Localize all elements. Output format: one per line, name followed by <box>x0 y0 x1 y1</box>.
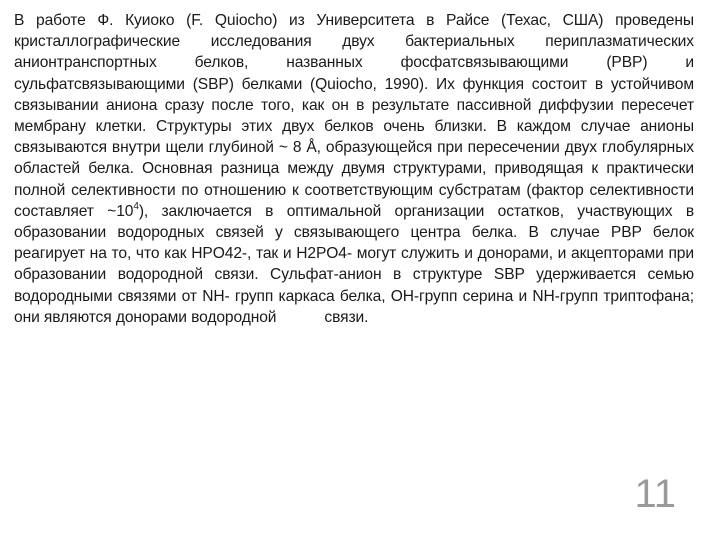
paragraph-text-part-3: связи. <box>324 308 369 326</box>
paragraph-text-part-2: ), заключается в оптимальной организации остатков, участвующих в образовании водородных связей у связывающего центра белка. В случае PBP белок реагирует на то, что как HPO42-, так и H2PO4- могут служить и донорами, и акцепторами при образовании водородной связи. Сульфат-анион в структуре SBP удерживается семью водородными связями от NH- групп каркаса белка, OH-групп серина и NH-групп триптофана; они являются донорами водородной <box>14 202 695 326</box>
paragraph-text-part-1: В работе Ф. Куиоко (F. Quiocho) из Университета в Райсе (Техас, США) проведены кристаллографические исследования двух бактериальных периплазматических анионтранспортных белков, названных фосфатсвязывающими (PBP) и сульфатсвязывающими (SBP) белками (Quiocho, 1990). Их функция состоит в устойчивом связывании аниона сразу после того, как он в результате пассивной диффузии пересечет мембрану клетки. Структуры этих двух белков очень близки. В каждом случае анионы связываются внутри щели глубиной ~ 8 Å, образующейся при пересечении двух глобулярных областей белка. Основная разница между двумя структурами, приводящая к практически полной селективности по отношению к соответствующим субстратам (фактор селективности составляет ~10 <box>14 12 694 220</box>
body-paragraph <box>14 10 694 328</box>
superscript-exponent: 4 <box>133 200 139 212</box>
page-number: 11 <box>634 472 676 516</box>
